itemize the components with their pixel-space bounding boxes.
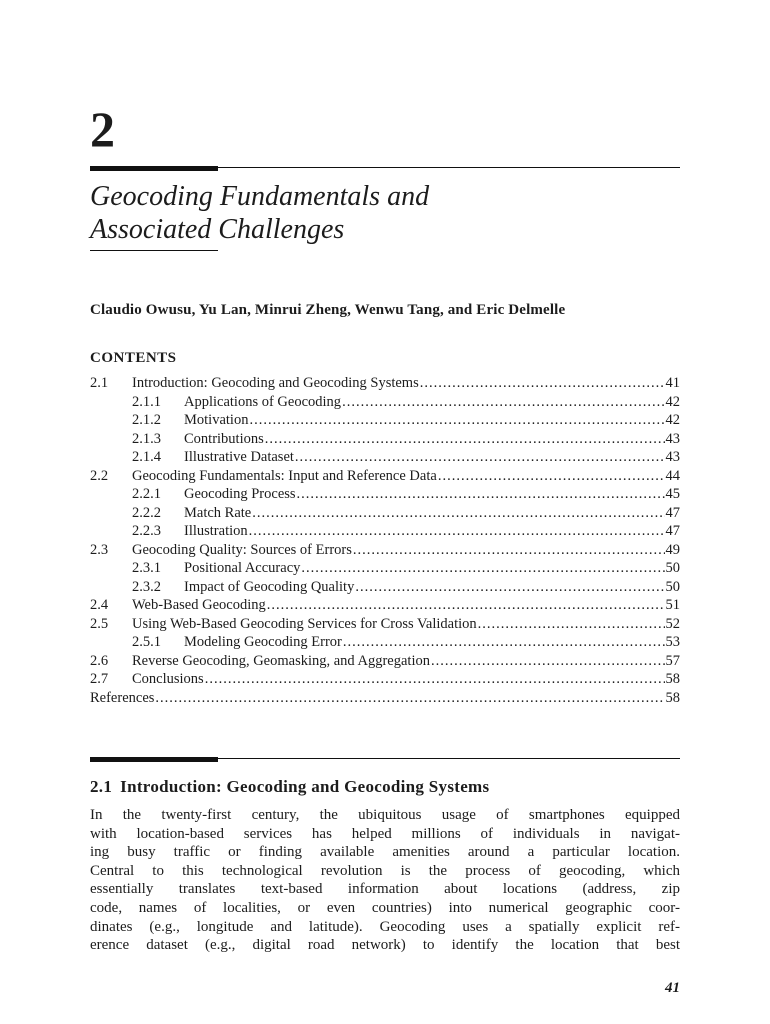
body-text-line: dinates (e.g., longitude and latitude). Geocoding uses a spatially explicit ref- [90, 918, 680, 935]
toc-leader-dots [252, 504, 664, 523]
toc-entry-number: 2.2.3 [132, 523, 161, 539]
toc-entry-number: 2.1.3 [132, 430, 161, 447]
toc-entry[interactable] [90, 393, 680, 412]
contents-heading: CONTENTS [90, 350, 177, 366]
toc-leader-dots [297, 485, 665, 504]
toc-entry-label: Contributions [184, 430, 264, 447]
toc-entry[interactable] [90, 467, 680, 486]
toc-entry-page: 58 [665, 689, 680, 706]
chapter-number: 2 [90, 101, 115, 157]
chapter-title-underline [90, 250, 218, 251]
toc-entry-page: 51 [665, 597, 680, 613]
toc-entry-label: Conclusions [132, 671, 204, 687]
toc-leader-dots [249, 522, 665, 541]
toc-entry[interactable] [90, 652, 680, 671]
toc-entry-label: Introduction: Geocoding and Geocoding Systems [132, 375, 419, 391]
chapter-rule-thin [218, 167, 680, 168]
toc-entry-page: 42 [665, 412, 680, 428]
toc-leader-dots [431, 652, 665, 671]
authors: Claudio Owusu, Yu Lan, Minrui Zheng, Wenwu Tang, and Eric Delmelle [90, 302, 566, 318]
toc-leader-dots [295, 448, 665, 467]
section-number: 2.1 [90, 777, 113, 796]
toc-entry-number: 2.1 [90, 375, 109, 391]
toc-entry-number: 2.6 [90, 652, 109, 669]
body-text-line: essentially translates text-based information about locations (address, zip [90, 881, 680, 898]
section-body [90, 806, 680, 955]
toc-entry-page: 49 [665, 541, 680, 558]
section-heading [90, 777, 489, 797]
toc-entry-page: 50 [665, 578, 680, 595]
toc-entry-page: 43 [665, 449, 680, 465]
chapter-rule-thick [90, 166, 218, 171]
toc-entry[interactable] [90, 541, 680, 560]
toc-entry-page: 42 [665, 393, 680, 410]
toc-entry-page: 44 [665, 467, 680, 484]
toc-entry-label: Applications of Geocoding [184, 393, 342, 410]
toc-entry-page: 43 [665, 430, 680, 447]
toc-entry-number: 2.4 [90, 597, 109, 613]
toc-entry-label: References [90, 689, 155, 706]
toc-entry-label: Motivation [184, 412, 249, 428]
page-number: 41 [665, 980, 680, 996]
chapter-title [90, 180, 429, 246]
body-text-line: with location-based services has helped millions of individuals in navigat- [90, 825, 680, 842]
toc-entry-number: 2.3 [90, 541, 109, 558]
toc-entry[interactable] [90, 430, 680, 449]
chapter-title-line-1: Geocoding Fundamentals and [90, 181, 430, 212]
toc-entry[interactable] [90, 578, 680, 597]
toc-entry-page: 41 [665, 375, 680, 391]
body-text-line: erence dataset (e.g., digital road network) to identify the location that best [90, 937, 680, 954]
toc-leader-dots [265, 430, 665, 449]
toc-leader-dots [205, 670, 665, 689]
toc-entry-label: Geocoding Process [184, 486, 296, 502]
toc-entry-page: 45 [665, 486, 680, 502]
toc-entry[interactable] [90, 670, 680, 689]
toc-entry-page: 47 [665, 504, 680, 521]
toc-entry-label: Reverse Geocoding, Geomasking, and Aggregation [132, 652, 430, 669]
toc-entry[interactable] [90, 615, 680, 634]
toc-leader-dots [342, 393, 664, 412]
section-title: Introduction: Geocoding and Geocoding Systems [120, 777, 490, 796]
toc-entry-number: 2.2.1 [132, 486, 161, 502]
toc-leader-dots [478, 615, 665, 634]
chapter-title-line-2: Associated Challenges [90, 214, 345, 245]
toc-entry-label: Match Rate [184, 504, 252, 521]
toc-entry-page: 57 [665, 652, 680, 669]
toc-entry[interactable] [90, 448, 680, 467]
toc-entry-number: 2.1.4 [132, 449, 161, 465]
toc-entry-label: Web-Based Geocoding [132, 597, 266, 613]
body-text-line: code, names of localities, or even countries) into numerical geographic coor- [90, 899, 680, 916]
toc-entry[interactable] [90, 374, 680, 393]
toc-entry[interactable] [90, 559, 680, 578]
toc-entry-label: Illustrative Dataset [184, 449, 294, 465]
toc-entry-label: Geocoding Quality: Sources of Errors [132, 541, 352, 558]
section-rule-thick [90, 757, 218, 762]
toc-entry-label: Modeling Geocoding Error [184, 634, 342, 650]
toc-entry-label: Using Web-Based Geocoding Services for Cross Validation [132, 615, 477, 632]
toc-entry-number: 2.5 [90, 615, 109, 632]
toc-leader-dots [249, 411, 664, 430]
toc-entry-page: 53 [665, 634, 680, 650]
toc-entry-page: 58 [665, 671, 680, 687]
body-text-line: Central to this technological revolution is the process of geocoding, which [90, 862, 680, 879]
toc-entry-number: 2.5.1 [132, 634, 161, 650]
toc-leader-dots [343, 633, 665, 652]
toc-entry[interactable] [90, 485, 680, 504]
toc-leader-dots [301, 559, 664, 578]
toc-entry-number: 2.1.2 [132, 412, 161, 428]
toc-entry[interactable] [90, 411, 680, 430]
body-text-line: ing busy traffic or finding available amenities around a particular location. [90, 844, 680, 861]
toc-entry-number: 2.1.1 [132, 393, 161, 410]
toc-entry-number: 2.2 [90, 467, 109, 484]
toc-entry-number: 2.2.2 [132, 504, 161, 521]
toc-entry[interactable] [90, 633, 680, 652]
toc-entry-page: 47 [665, 523, 680, 539]
toc-entry[interactable] [90, 689, 680, 708]
table-of-contents [90, 374, 680, 707]
toc-entry[interactable] [90, 596, 680, 615]
toc-entry-number: 2.7 [90, 671, 109, 687]
toc-entry-label: Positional Accuracy [184, 560, 301, 576]
toc-entry-page: 50 [665, 560, 680, 576]
toc-leader-dots [353, 541, 665, 560]
toc-entry-number: 2.3.2 [132, 578, 161, 595]
toc-leader-dots [438, 467, 665, 486]
body-text-line: In the twenty-first century, the ubiquitous usage of smartphones equipped [90, 807, 680, 823]
toc-leader-dots [267, 596, 665, 615]
toc-leader-dots [155, 689, 664, 708]
toc-leader-dots [420, 374, 665, 393]
toc-entry-label: Impact of Geocoding Quality [184, 578, 355, 595]
toc-entry[interactable] [90, 504, 680, 523]
toc-leader-dots [355, 578, 664, 597]
toc-entry-label: Illustration [184, 523, 248, 539]
toc-entry-label: Geocoding Fundamentals: Input and Reference Data [132, 467, 437, 484]
toc-entry-number: 2.3.1 [132, 560, 161, 576]
toc-entry-page: 52 [665, 615, 680, 632]
section-rule-thin [218, 758, 680, 759]
toc-entry[interactable] [90, 522, 680, 541]
